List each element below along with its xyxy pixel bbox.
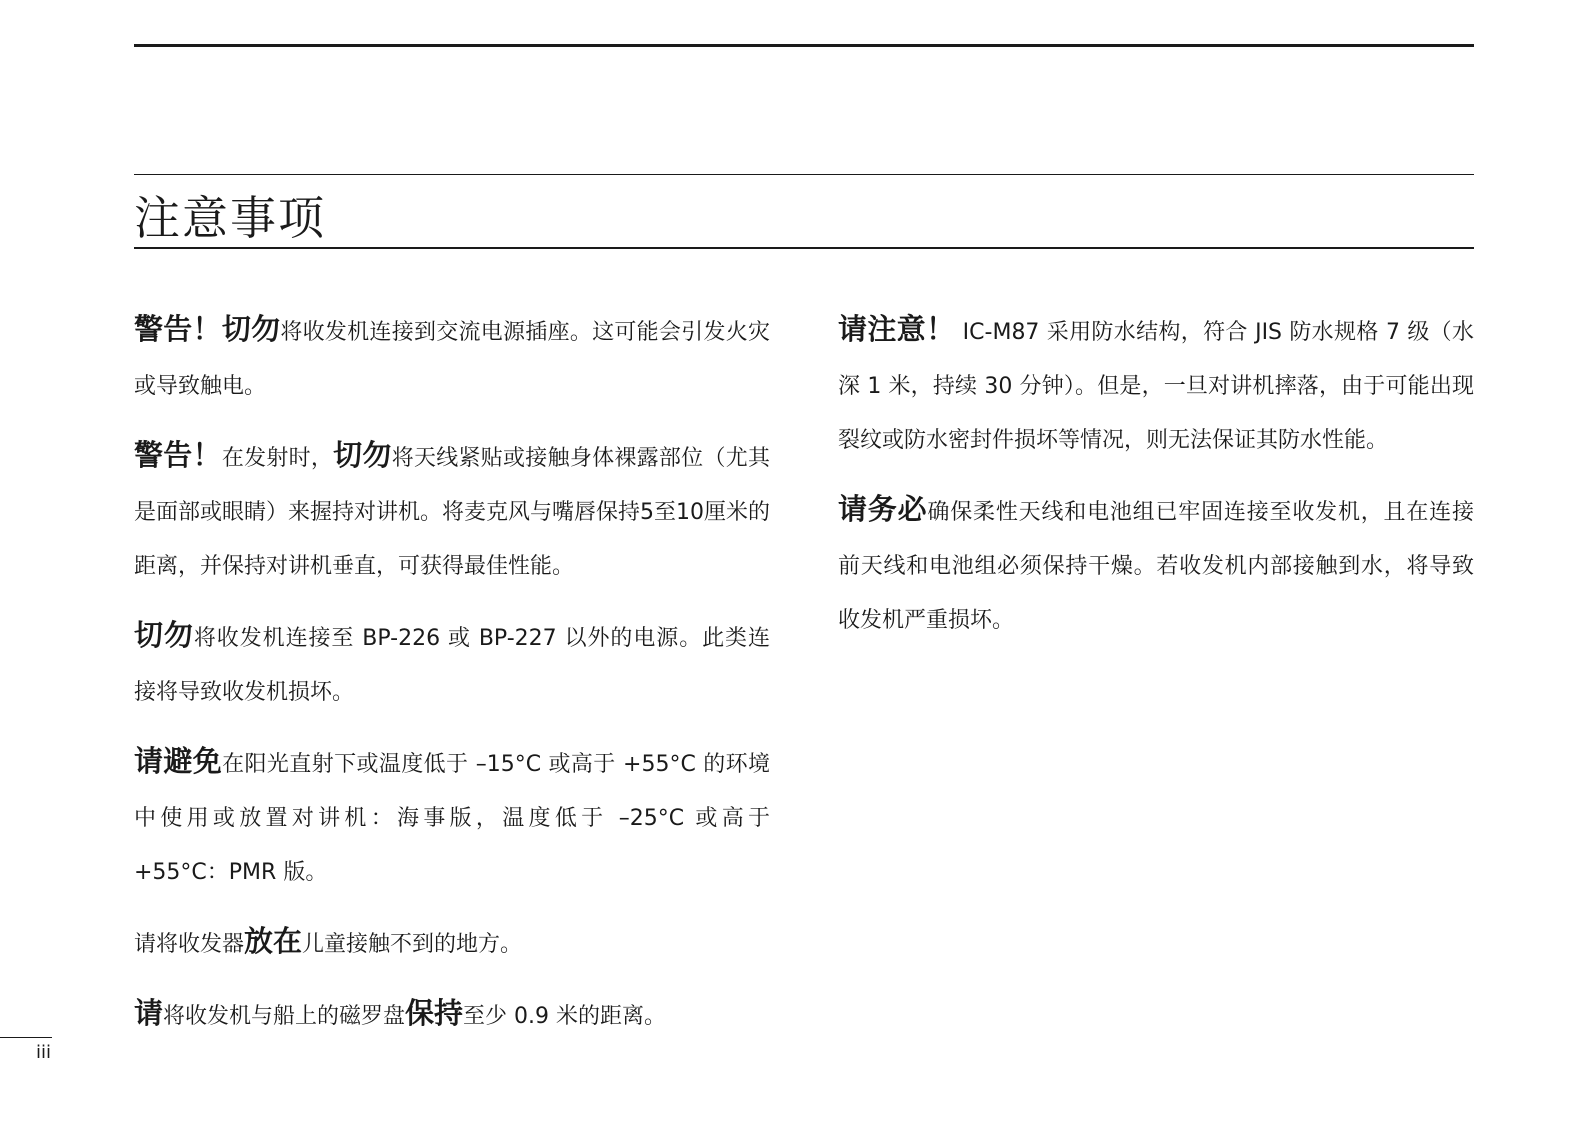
paragraph-text: 将收发机连接至 BP-226 或 BP-227 以外的电源。此类连接将导致收发机损坏。 (134, 626, 770, 705)
precaution-paragraph (838, 302, 1474, 468)
precaution-paragraph (134, 734, 770, 900)
be-sure-label: 请务必 (838, 492, 928, 526)
keep-label: 放在 (244, 924, 303, 958)
page-number: iii (36, 1042, 52, 1063)
keep-distance-label: 保持 (405, 996, 464, 1030)
precaution-paragraph (838, 482, 1474, 648)
paragraph-text: 请将收发器 (134, 932, 245, 957)
paragraph-text: 至少 0.9 米的距离。 (463, 1004, 667, 1029)
paragraph-text: 儿童接触不到的地方。 (302, 932, 523, 957)
avoid-label: 请避免 (134, 744, 223, 778)
precaution-paragraph (134, 914, 770, 972)
please-label: 请 (134, 996, 164, 1030)
paragraph-text: 确保柔性天线和电池组已牢固连接至收发机，且在连接前天线和电池组必须保持干燥。若收发机内部接触到水，将导致收发机严重损坏。 (838, 500, 1474, 633)
never-label: 切勿 (333, 438, 392, 472)
caution-label: 请注意！ (838, 312, 956, 346)
warning-label: 警告！ (134, 312, 222, 346)
precaution-paragraph (134, 608, 770, 720)
right-column (838, 302, 1474, 662)
left-column (134, 302, 770, 1058)
never-label: 切勿 (221, 312, 281, 346)
paragraph-text: 将收发机连接到交流电源插座。这可能会引发火灾或导致触电。 (134, 320, 770, 399)
precaution-paragraph (134, 986, 770, 1044)
precaution-paragraph (134, 428, 770, 594)
paragraph-text: IC-M87 采用防水结构，符合 JIS 防水规格 7 级（水深 1 米，持续 30 分钟）。但是，一旦对讲机摔落，由于可能出现裂纹或防水密封件损坏等情况，则无法保证其防水性能。 (838, 320, 1474, 453)
section-rule (134, 174, 1474, 175)
paragraph-text: 在发射时， (221, 446, 334, 471)
title-underline (134, 247, 1474, 249)
paragraph-text: 将天线紧贴或接触身体裸露部位（尤其是面部或眼睛）来握持对讲机。将麦克风与嘴唇保持5至10厘米的距离，并保持对讲机垂直，可获得最佳性能。 (134, 446, 770, 579)
paragraph-text: 将收发机与船上的磁罗盘 (163, 1004, 406, 1029)
top-rule (134, 44, 1474, 47)
page-number-rule (0, 1037, 52, 1038)
paragraph-text: 在阳光直射下或温度低于 –15°C 或高于 +55°C 的环境中使用或放置对讲机：海事版，温度低于 –25°C 或高于 +55°C：PMR 版。 (134, 752, 770, 885)
precaution-paragraph (134, 302, 770, 414)
page-title: 注意事项 (134, 191, 326, 245)
never-label: 切勿 (134, 618, 194, 652)
warning-label: 警告！ (134, 438, 222, 472)
